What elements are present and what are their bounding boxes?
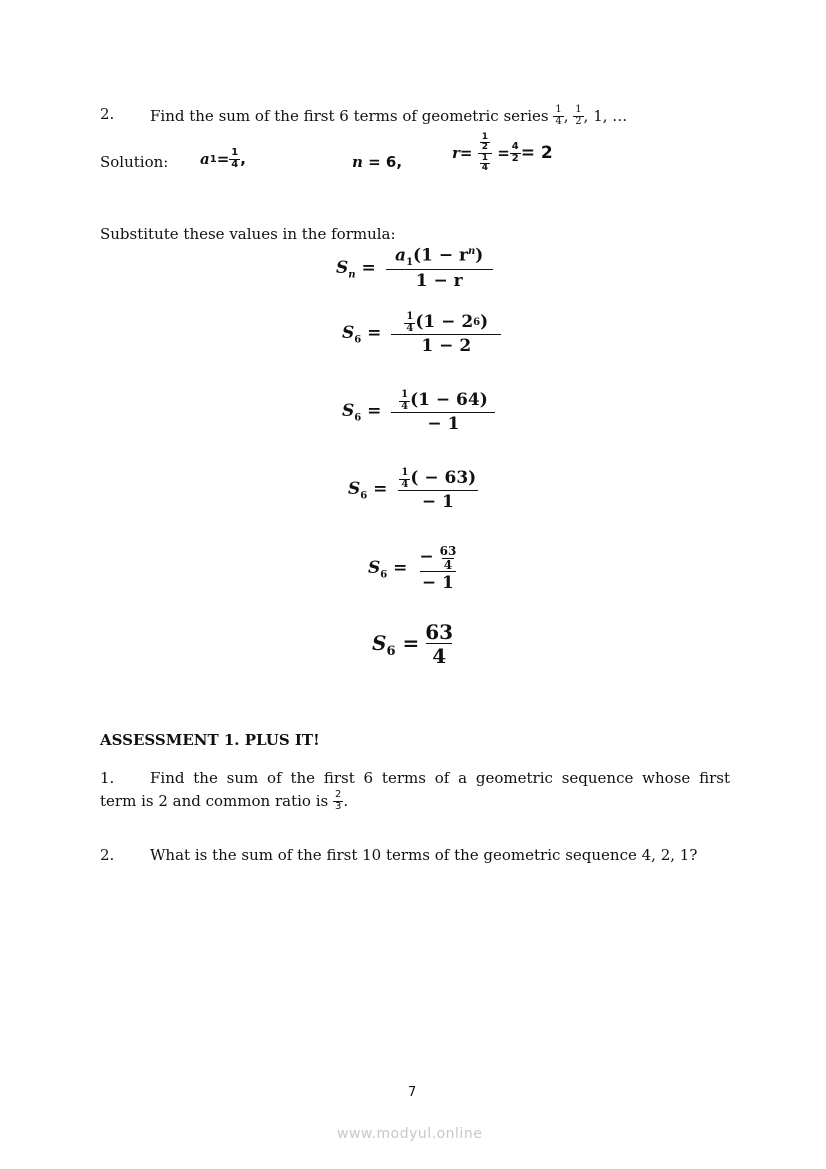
equation-formula: $S_n$ = $\frac{a_1(1 - r^n)}{1 - r}$	[336, 247, 493, 290]
common-ratio-fraction: $\frac{2}{3}$	[334, 789, 342, 812]
assessment-item-1-line2: term is 2 and common ratio is $\frac{2}{3}$ .	[100, 789, 349, 812]
solution-label: Solution:	[100, 153, 169, 171]
assessment-item-2-text: What is the sum of the first 10 terms of the geometric sequence 4, 2, 1?	[150, 846, 698, 864]
assessment-item-1-number: 1.	[100, 769, 115, 787]
equation-step-3: $S_6$ = $\frac{1}{4}$ ( − 63) − 1	[348, 467, 477, 512]
equation-result: $S_6$ = $\frac{63}{4}$	[372, 620, 454, 668]
page-number: 7	[408, 1085, 417, 1100]
n-value: n = 6,	[352, 153, 403, 171]
problem-statement: Find the sum of the first 6 terms of geometric series	[150, 107, 549, 125]
series-tail: , 1, …	[583, 107, 628, 125]
assessment-item-2-number: 2.	[100, 846, 115, 864]
problem-text: Find the sum of the first 6 terms of geometric series $\frac{1}{4}$ , $\frac{1}{2}$ , 1, …	[150, 104, 628, 127]
series-term-1: $\frac{1}{4}$	[555, 104, 562, 127]
watermark: www.modyul.online	[337, 1126, 483, 1142]
equation-step-4: $S_6$ = − $\frac{63}{4}$ − 1	[368, 544, 457, 594]
substitute-text: Substitute these values in the formula:	[100, 225, 396, 243]
problem-number: 2.	[100, 105, 115, 123]
a1-value: a 1 = $\frac{1}{4}$ ,	[200, 147, 246, 170]
r-value: r = $\frac{\frac{1}{2}}{\frac{1}{4}}$ = $\frac{4}{2}$ = 2	[452, 132, 553, 174]
equation-step-2: $S_6$ = $\frac{1}{4}$ (1 − 64) − 1	[342, 390, 495, 434]
equation-step-1: $S_6$ = $\frac{1}{4}$ (1 − 2 6 ) 1 − 2	[342, 312, 501, 356]
assessment-title: ASSESSMENT 1. PLUS IT!	[100, 731, 320, 749]
assessment-item-1-line1: Find the sum of the first 6 terms of a geometric sequence whose first	[150, 769, 730, 787]
series-term-2: $\frac{1}{2}$	[575, 104, 582, 127]
